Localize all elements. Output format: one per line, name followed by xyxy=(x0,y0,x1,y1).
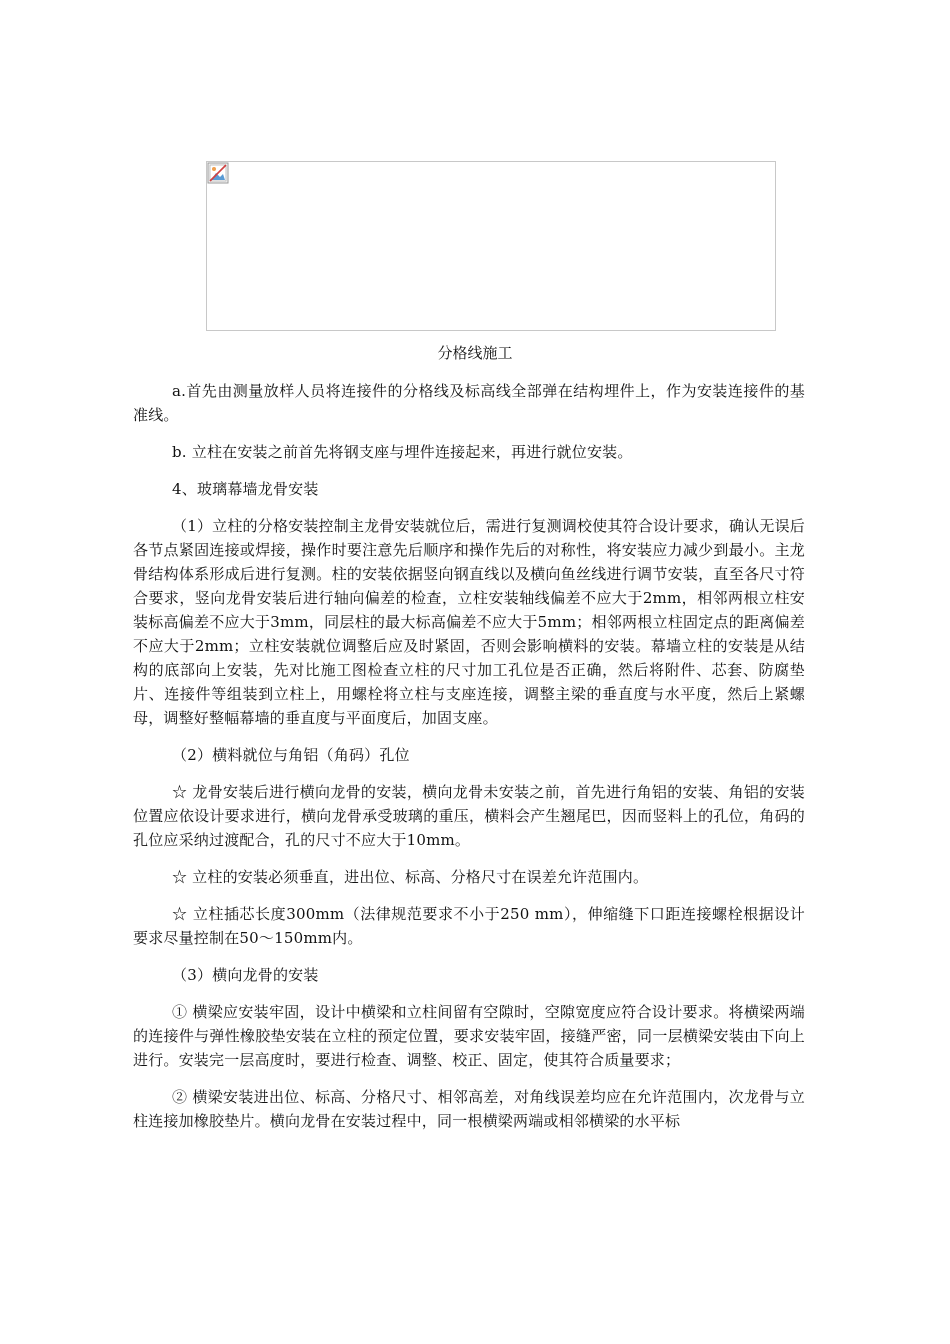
figure-caption: 分格线施工 xyxy=(437,344,513,362)
paragraph: b. 立柱在安装之前首先将钢支座与埋件连接起来，再进行就位安装。 xyxy=(172,443,633,461)
paragraph: ☆ 立柱插芯长度300mm（法律规范要求不小于250 mm），伸缩缝下口距连接螺栓根据设计要求尽量控制在50～150mm内。 xyxy=(133,905,805,947)
figure-image-placeholder xyxy=(206,161,776,331)
paragraph: ② 横梁安装进出位、标高、分格尺寸、相邻高差，对角线误差均应在允许范围内，次龙骨与立柱连接加橡胶垫片。横向龙骨在安装过程中，同一根横梁两端或相邻横梁的水平标 xyxy=(133,1088,805,1130)
paragraph: ☆ 龙骨安装后进行横向龙骨的安装，横向龙骨未安装之前，首先进行角铝的安装、角铝的安装位置应依设计要求进行，横向龙骨承受玻璃的重压，横料会产生翘尾巴，因而竖料上的孔位，角码的孔位应采纳过渡配合，孔的尺寸不应大于10mm。 xyxy=(133,783,805,849)
paragraph: ☆ 立柱的安装必须垂直，进出位、标高、分格尺寸在误差允许范围内。 xyxy=(172,868,649,886)
broken-image-icon xyxy=(207,162,229,184)
section-heading: 4、玻璃幕墙龙骨安装 xyxy=(172,480,319,498)
subsection-heading: （2）横料就位与角铝（角码）孔位 xyxy=(172,746,410,764)
paragraph: ① 横梁应安装牢固，设计中横梁和立柱间留有空隙时，空隙宽度应符合设计要求。将横梁两端的连接件与弹性橡胶垫安装在立柱的预定位置，要求安装牢固，接缝严密，同一层横梁安装由下向上进行。安装完一层高度时，要进行检查、调整、校正、固定，使其符合质量要求； xyxy=(133,1003,805,1069)
paragraph: a.首先由测量放样人员将连接件的分格线及标高线全部弹在结构埋件上，作为安装连接件的基准线。 xyxy=(133,382,805,424)
subsection-heading: （3）横向龙骨的安装 xyxy=(172,966,319,984)
paragraph: （1）立柱的分格安装控制主龙骨安装就位后，需进行复测调校使其符合设计要求，确认无误后各节点紧固连接或焊接，操作时要注意先后顺序和操作先后的对称性，将安装应力减少到最小。主龙骨结构体系形成后进行复测。柱的安装依据竖向钢直线以及横向鱼丝线进行调节安装，直至各尺寸符合要求，竖向龙骨安装后进行轴向偏差的检查，立柱安装轴线偏差不应大于2mm，相邻两根立柱安装标高偏差不应大于3mm，同层柱的最大标高偏差不应大于5mm；相邻两根立柱固定点的距离偏差不应大于2mm；立柱安装就位调整后应及时紧固，否则会影响横料的安装。幕墙立柱的安装是从结构的底部向上安装，先对比施工图检查立柱的尺寸加工孔位是否正确，然后将附件、芯套、防腐垫片、连接件等组装到立柱上，用螺栓将立柱与支座连接，调整主梁的垂直度与水平度，然后上紧螺母，调整好整幅幕墙的垂直度与平面度后，加固支座。 xyxy=(133,517,805,727)
body-text xyxy=(133,379,805,1146)
